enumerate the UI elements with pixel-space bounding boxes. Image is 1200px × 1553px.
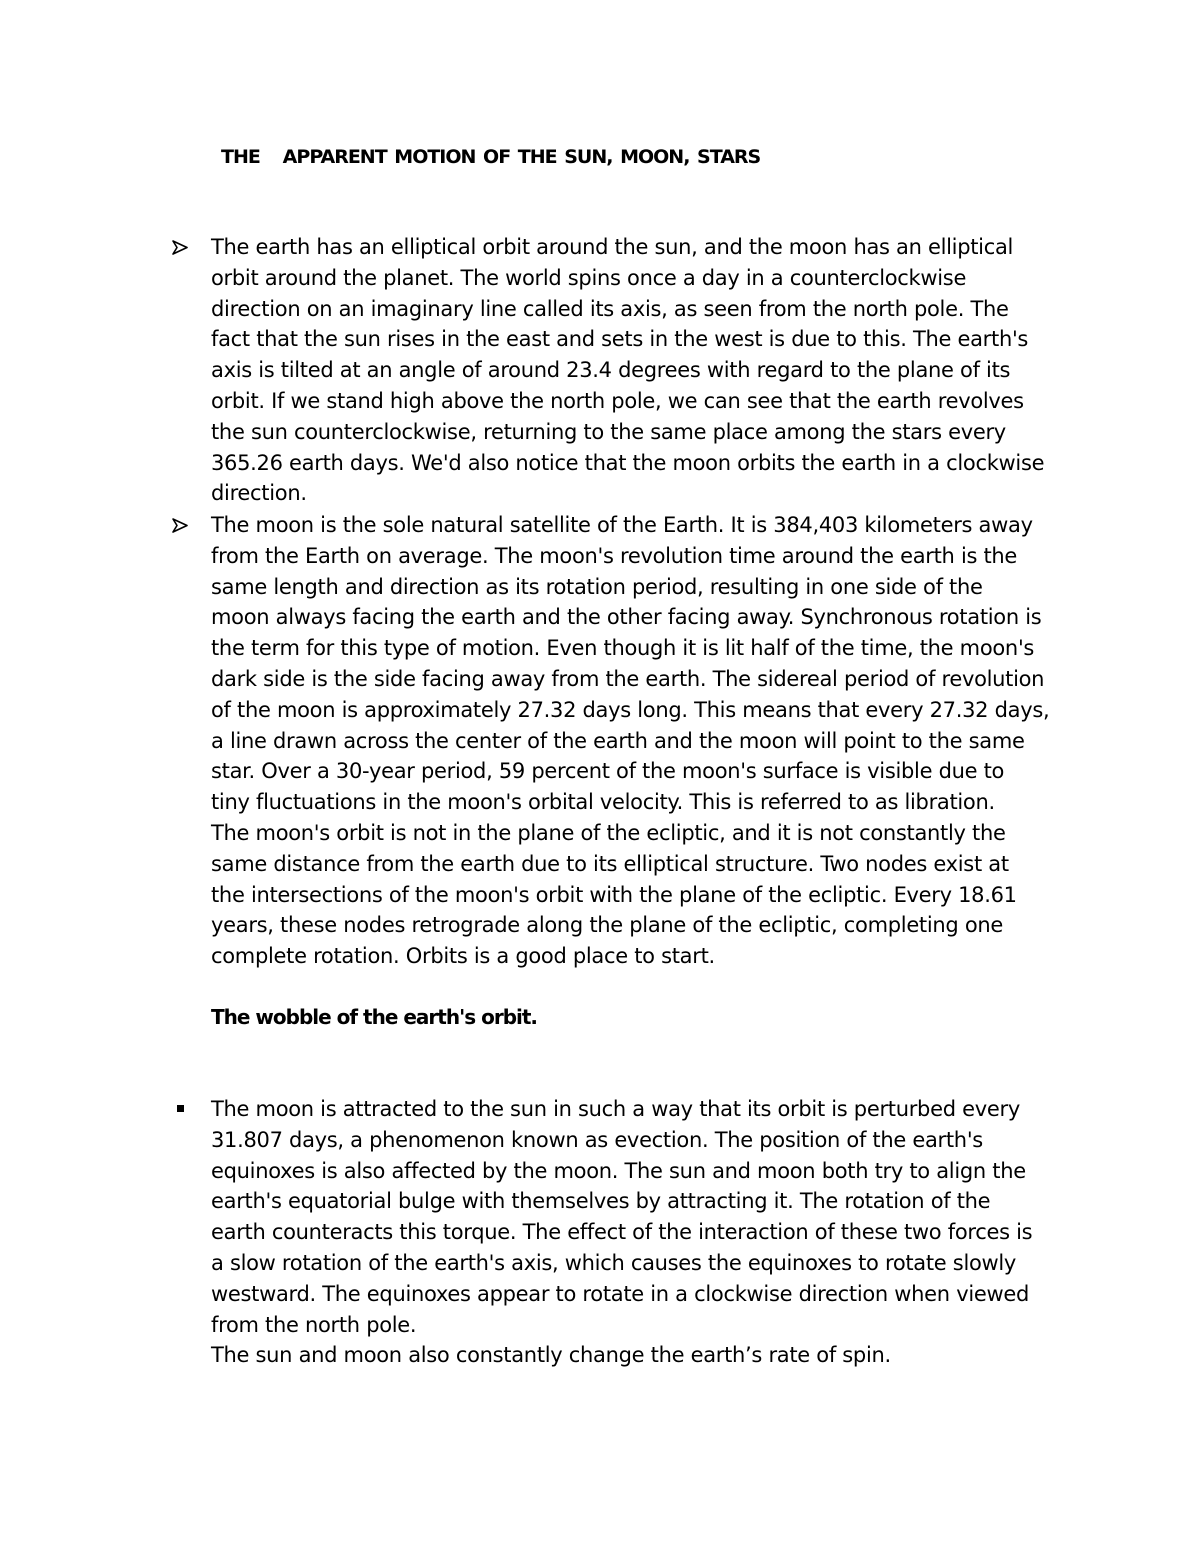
text-line: years, these nodes retrograde along the plane of the ecliptic, completing one bbox=[211, 913, 1003, 938]
text-line: moon always facing the earth and the other facing away. Synchronous rotation is bbox=[211, 605, 1042, 630]
text-line: fact that the sun rises in the east and sets in the west is due to this. The earth's bbox=[211, 327, 1029, 352]
paragraph bbox=[211, 510, 1051, 972]
arrowhead-bullet-icon bbox=[171, 510, 211, 541]
list-item bbox=[171, 232, 1051, 509]
text-line: equinoxes is also affected by the moon. The sun and moon both try to align the bbox=[211, 1158, 1026, 1183]
text-line: 365.26 earth days. We'd also notice that the moon orbits the earth in a clockwise bbox=[211, 450, 1045, 475]
text-line: from the north pole. bbox=[211, 1312, 417, 1337]
text-line: the term for this type of motion. Even though it is lit half of the time, the moon's bbox=[211, 636, 1035, 661]
text-line: a line drawn across the center of the earth and the moon will point to the same bbox=[211, 728, 1025, 753]
text-line: axis is tilted at an angle of around 23.4 degrees with regard to the plane of its bbox=[211, 358, 1011, 383]
text-line: a slow rotation of the earth's axis, which causes the equinoxes to rotate slowly bbox=[211, 1250, 1017, 1275]
text-line: same distance from the earth due to its elliptical structure. Two nodes exist at bbox=[211, 851, 1009, 876]
text-line: the sun counterclockwise, returning to the same place among the stars every bbox=[211, 419, 1006, 444]
section-heading: The wobble of the earth's orbit. bbox=[211, 1005, 538, 1029]
text-line: direction. bbox=[211, 481, 307, 506]
text-line: The moon is the sole natural satellite of the Earth. It is 384,403 kilometers away bbox=[211, 513, 1033, 537]
paragraph bbox=[211, 1094, 1051, 1371]
text-line: 31.807 days, a phenomenon known as evection. The position of the earth's bbox=[211, 1127, 983, 1152]
text-line: The sun and moon also constantly change the earth’s rate of spin. bbox=[211, 1343, 891, 1368]
text-line: star. Over a 30-year period, 59 percent of the moon's surface is visible due to bbox=[211, 759, 1005, 784]
text-line: The moon's orbit is not in the plane of the ecliptic, and it is not constantly the bbox=[211, 820, 1006, 845]
text-line: orbit. If we stand high above the north pole, we can see that the earth revolves bbox=[211, 388, 1024, 413]
text-line: same length and direction as its rotation period, resulting in one side of the bbox=[211, 574, 983, 599]
text-line: of the moon is approximately 27.32 days long. This means that every 27.32 days, bbox=[211, 697, 1050, 722]
text-line: direction on an imaginary line called its axis, as seen from the north pole. The bbox=[211, 296, 1009, 321]
square-bullet-icon bbox=[171, 1094, 211, 1112]
text-line: tiny fluctuations in the moon's orbital velocity. This is referred to as libration. bbox=[211, 790, 995, 815]
text-line: westward. The equinoxes appear to rotate in a clockwise direction when viewed bbox=[211, 1281, 1029, 1306]
arrowhead-bullet-icon bbox=[171, 232, 211, 263]
text-line: dark side is the side facing away from the earth. The sidereal period of revolution bbox=[211, 666, 1045, 691]
text-line: the intersections of the moon's orbit with the plane of the ecliptic. Every 18.61 bbox=[211, 882, 1017, 907]
list-item bbox=[171, 1094, 1051, 1371]
text-line: The moon is attracted to the sun in such a way that its orbit is perturbed every bbox=[211, 1097, 1020, 1121]
page-title: THE APPARENT MOTION OF THE SUN, MOON, STARS bbox=[221, 146, 761, 168]
text-line: complete rotation. Orbits is a good place to start. bbox=[211, 944, 715, 969]
text-line: The earth has an elliptical orbit around the sun, and the moon has an elliptical bbox=[211, 235, 1014, 259]
list-item bbox=[171, 510, 1051, 972]
text-line: earth counteracts this torque. The effect of the interaction of these two forces is bbox=[211, 1220, 1033, 1245]
text-line: orbit around the planet. The world spins once a day in a counterclockwise bbox=[211, 265, 967, 290]
text-line: earth's equatorial bulge with themselves by attracting it. The rotation of the bbox=[211, 1189, 991, 1214]
paragraph bbox=[211, 232, 1051, 509]
text-line: from the Earth on average. The moon's revolution time around the earth is the bbox=[211, 543, 1018, 568]
